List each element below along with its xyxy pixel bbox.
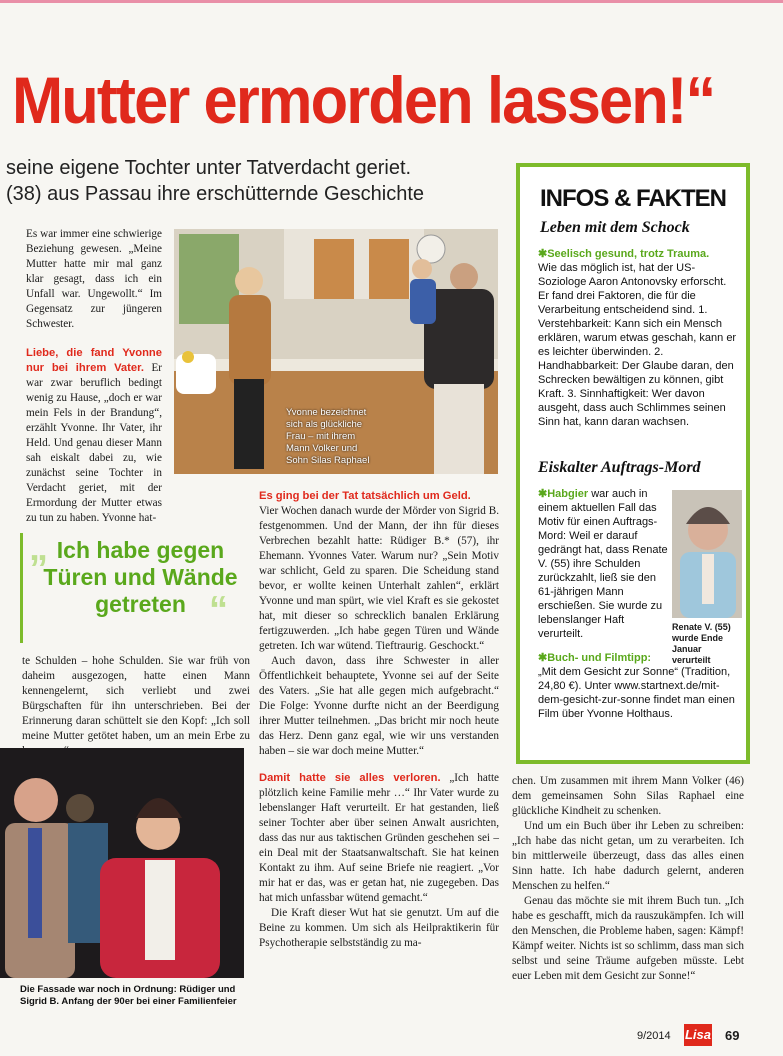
top-rule: [0, 0, 783, 3]
open-quote-icon: „: [29, 527, 48, 569]
family-party-photo: [0, 748, 244, 978]
renate-portrait: [672, 490, 742, 618]
col1-para2: Er war zwar beruflich bedingt wenig zu Hause, „doch er war mein Fels in der Brandung“, erzählt Yvonne. Ihr Vater, ihr Held. Und genau dieser Mann sah eiskalt dabei zu, wie zunächst seine Tochter in Verdacht geriet, mit der Ermordung der Mutter etwas zu tun zu haben. Yvonne hat-: [26, 362, 162, 524]
info-item3-text: „Mit dem Gesicht zur Sonne“ (Tradition, 24,80 €). Unter www.startnext.de/mit-dem-gesicht-zur-sonne findet man einen Film über Yvonne Holthaus.: [538, 666, 735, 720]
col1-intro-text: Es war immer eine schwierige Beziehung gewesen. „Meine Mutter hatte mir mal ganz klar gesagt, dass ich ein Unfall war. Ungewollt.“ Im Gegensatz zur jüngeren Schwester.: [26, 228, 162, 330]
info-item1-lead: ✱Seelisch gesund, trotz Trauma.: [538, 248, 710, 260]
portrait-illustration: [672, 490, 742, 618]
family-kitchen-photo: [174, 229, 498, 474]
portrait-caption: Renate V. (55) wurde Ende Januar verurteilt: [672, 622, 731, 665]
footer-issue: 9/2014: [637, 1030, 671, 1042]
info-title: INFOS & FAKTEN: [539, 185, 726, 212]
col1-intro: [26, 227, 162, 526]
lisa-logo-text: Lisa: [684, 1027, 711, 1042]
info-item2: [538, 487, 670, 641]
col2-para4: Die Kraft dieser Wut hat sie genutzt. Um auf die Beine zu kommen. Um sich als Heilpraktikerin für Psychotherapie selbstständig zu ma-: [259, 907, 499, 949]
pull-quote: Ich habe gegen Türen und Wände getreten: [43, 537, 238, 617]
info-item1: [538, 247, 738, 429]
subheadline-1: seine eigene Tochter unter Tatverdacht geriet.: [6, 157, 412, 179]
photo2-caption: Die Fassade war noch in Ordnung: Rüdiger und Sigrid B. Anfang der 90er bei einer Familienfeier: [20, 984, 237, 1007]
party-illustration: [0, 748, 244, 978]
info-item2-lead: ✱Habgier: [538, 488, 589, 500]
photo1-caption: Yvonne bezeichnet sich als glückliche Frau – mit ihrem Mann Volker und Sohn Silas Raphael: [286, 407, 370, 466]
page-number: 69: [725, 1028, 740, 1043]
col2-para1: Vier Wochen danach wurde der Mörder von Sigrid B. festgenommen. Und der Mann, der ihn für dieses Verbrechen bezahlt hatte: Rüdiger B.* (57), ihr Ehemann. Yvonnes Vater. Warum nur? „Sein Motiv war schlicht, Geld zu sparen. Die Scheidung stand bevor, er wollte keinen Unterhalt zahlen“, erklärt Yvonne und man spürt, wie viel Kraft es sie gekostet hat, mit dieser so schrecklich banalen Erklärung fertigzuwerden. „Ich habe gegen Türen und Wände getreten. Ich war wütend. Tieftraurig. Geschockt.“: [259, 505, 499, 652]
col3-text: [512, 774, 744, 984]
col3-para1: chen. Um zusammen mit ihrem Mann Volker (46) dem gemeinsamen Sohn Silas Raphael eine glückliche Kindheit zu schenken.: [512, 775, 744, 817]
col2-text: [259, 489, 499, 951]
col1-lead: Liebe, die fand Yvonne nur bei ihrem Vater.: [26, 347, 162, 374]
headline: Mutter ermorden lassen!“: [12, 63, 715, 137]
info-item2-text: war auch in einem aktuellen Fall das Motiv für einen Auftrags-Mord: Weil er darauf gedrängt hat, dass Renate V. (55) ihre Schulden zurückzahlt, ließ sie den 61-jährigen Mann erschießen. Sie wurde zu lebenslanger Haft verurteilt.: [538, 488, 668, 640]
info-box: [516, 163, 750, 764]
pull-quote-box: [20, 527, 253, 643]
col2-para3: „Ich hatte plötzlich keine Familie mehr …“ Ihr Vater wurde zu lebenslanger Haft verurteilt. Er hat gestanden, ließ seiner Tochter aber über seinen Anwalt ausrichten, dass das nur aus taktischen Gründen geschehen sei – ein Deal mit der Staatsanwaltschaft. Sie hat keinen Kontakt zu ihm. Auf seine Briefe nie reagiert. „Vor mir hat er das, was er getan hat, nie zugegeben. Das hat mich unfassbar wütend gemacht.“: [259, 772, 500, 904]
col1-para3: te Schulden – hohe Schulden. Sie war früh von daheim ausgezogen, hatte einen Mann kennengelernt, sich verliebt und zwei Bürgschaften für ihn unterschrieben. Bei der Erinnerung daran schüttelt sie den Kopf: „Ich soll meine Mutter getötet haben, um an mein Erbe zu: [22, 655, 250, 742]
col3-para3: Genau das möchte sie mit ihrem Buch tun. „Ich habe es geschafft, mich da rauszukämpfen. Ich will den Menschen, die Probleme haben, sagen: Kämpf! Kämpf weiter. Nichts ist so schlimm, dass man sich selbst und seine Träume aufgeben müsste. Lebt euer Leben mit dem Gesicht zur Sonne!“: [512, 895, 744, 982]
subheadline-2: (38) aus Passau ihre erschütternde Geschichte: [6, 183, 424, 205]
col3-para2: Und um ein Buch über ihr Leben zu schreiben: „Ich habe das nicht getan, um zu verarbeiten. Ich bin mittlerweile überzeugt, dass das alles einen Sinn hatte. Ich habe dadurch gelernt, anderen Menschen zu helfen.“: [512, 820, 744, 892]
info-item1-text: Wie das möglich ist, hat der US-Soziologe Aaron Antonovsky erforscht. Er fand drei Faktoren, die für die Verarbeitung entscheidend sind. 1. Verstehbarkeit: Kann sich ein Mensch erklären, warum etwas geschah, kann er es leichter überwinden. 2. Handhabbarkeit: Der Glaube daran, den Schrecken bewältigen zu können, gibt Kraft. 3. Sinnhaftigkeit: Wer davon ausgeht, dass auch Schlimmes seinen Sinn hat, kann daran wachsen.: [538, 262, 737, 428]
col2-lead2: Damit hatte sie alles verloren.: [259, 772, 441, 784]
info-item3-lead: ✱Buch- und Filmtipp:: [538, 652, 652, 664]
col2-lead1: Es ging bei der Tat tatsächlich um Geld.: [259, 490, 471, 502]
info-item3: [538, 651, 738, 721]
info-subtitle-2: Eiskalter Auftrags-Mord: [538, 459, 701, 476]
info-subtitle-1: Leben mit dem Schock: [540, 219, 690, 236]
col2-para2: Auch davon, dass ihre Schwester in aller Öffentlichkeit behauptete, Yvonne sei auf der Seite des Vaters. „Sie hat alle gegen mich aufgebracht.“ Die Folge: Yvonne durfte nicht an der Beerdigung ihrer Mutter teilnehmen. „Das bricht mir noch heute das Herz. Denn ganz egal, wie wir uns verstanden haben – sie war doch meine Mutter.“: [259, 655, 499, 757]
close-quote-icon: “: [209, 589, 228, 631]
